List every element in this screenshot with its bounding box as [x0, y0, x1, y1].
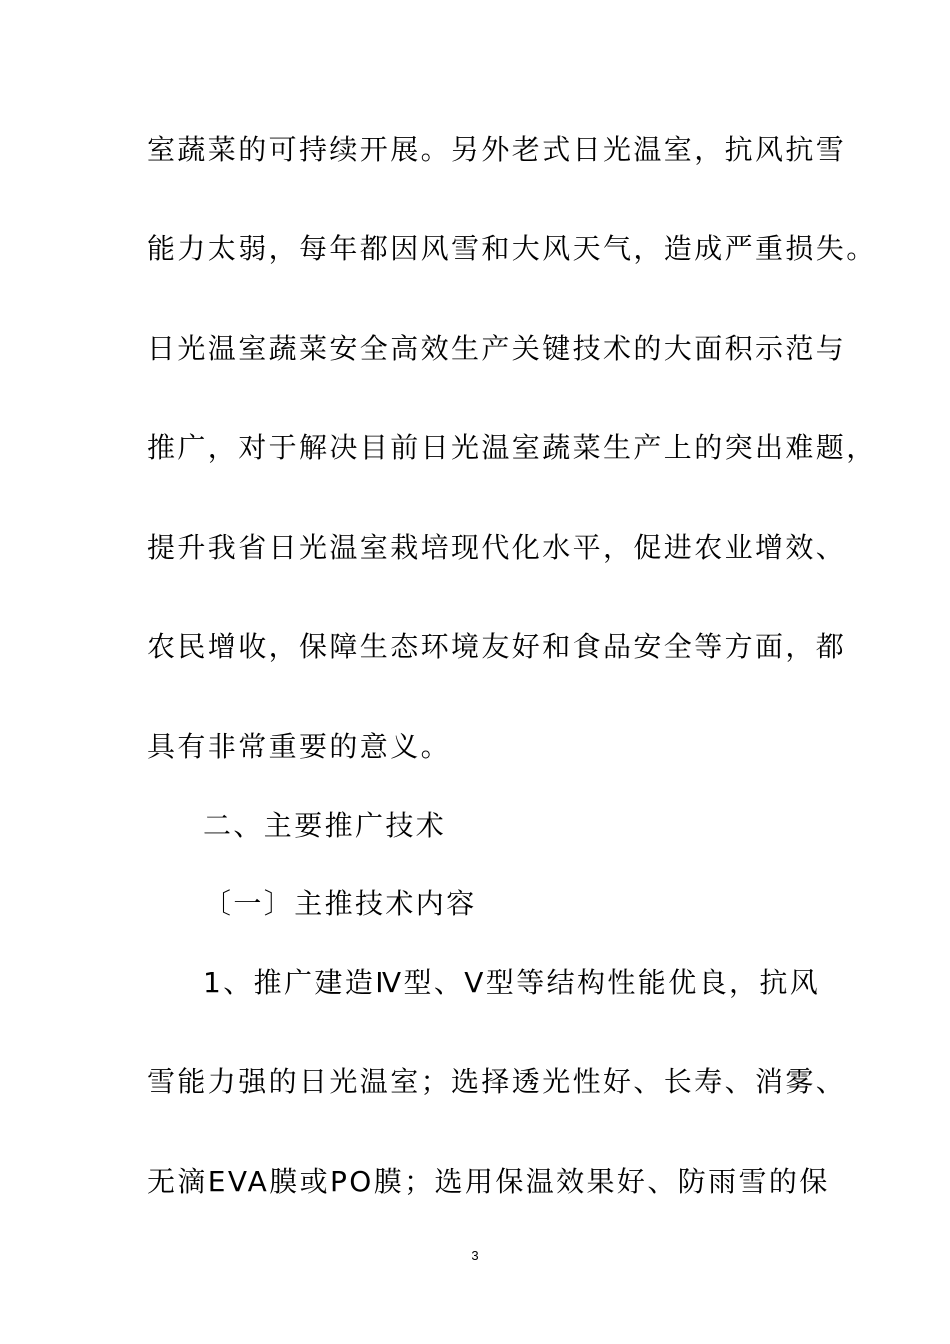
- body-text-line: 推广，对于解决目前日光温室蔬菜生产上的突出难题，: [147, 431, 877, 464]
- body-text-line: 无滴EVA膜或PO膜；选用保温效果好、防雨雪的保: [147, 1165, 830, 1198]
- subsection-heading: 〔一〕主推技术内容: [203, 887, 477, 920]
- body-text-line: 农民增收，保障生态环境友好和食品安全等方面，都: [147, 630, 847, 663]
- body-text-line: 1、推广建造Ⅳ型、Ⅴ型等结构性能优良，抗风: [203, 966, 821, 999]
- body-text-line: 具有非常重要的意义。: [147, 730, 452, 763]
- body-text-line: 能力太弱，每年都因风雪和大风天气，造成严重损失。: [147, 232, 877, 265]
- body-text-line: 提升我省日光温室栽培现代化水平，促进农业增效、: [147, 531, 847, 564]
- page-number: 3: [471, 1248, 479, 1263]
- section-heading: 二、主要推广技术: [203, 809, 447, 842]
- body-text-line: 雪能力强的日光温室；选择透光性好、长寿、消雾、: [147, 1065, 847, 1098]
- body-text-line: 日光温室蔬菜安全高效生产关键技术的大面积示范与: [147, 332, 847, 365]
- body-text-line: 室蔬菜的可持续开展。另外老式日光温室，抗风抗雪: [147, 133, 847, 166]
